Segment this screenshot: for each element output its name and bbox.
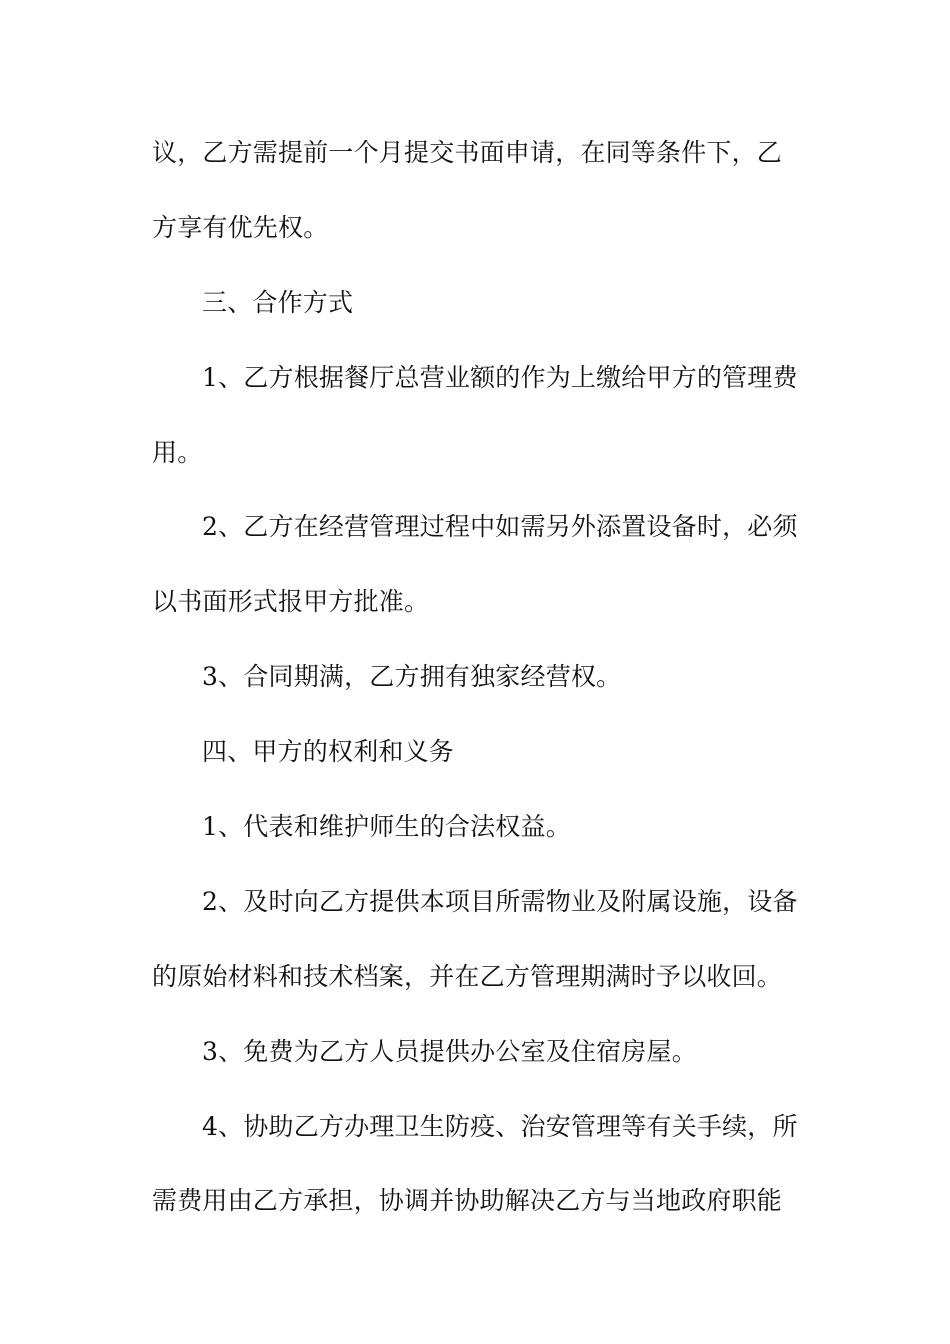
paragraph-line-6: 以书面形式报甲方批准。	[152, 587, 430, 616]
paragraph-line-10: 的原始材料和技术档案，并在乙方管理期满时予以收回。	[152, 962, 783, 991]
section-heading-party-a-rights: 四、甲方的权利和义务	[202, 737, 455, 766]
paragraph-line-7: 3、合同期满，乙方拥有独家经营权。	[202, 662, 622, 691]
paragraph-line-11: 3、免费为乙方人员提供办公室及住宿房屋。	[202, 1037, 697, 1066]
paragraph-line-12: 4、协助乙方办理卫生防疫、治安管理等有关手续，所	[202, 1112, 798, 1141]
paragraph-line-8: 1、代表和维护师生的合法权益。	[202, 812, 571, 841]
paragraph-line-9: 2、及时向乙方提供本项目所需物业及附属设施，设备	[202, 887, 798, 916]
paragraph-line-1: 议，乙方需提前一个月提交书面申请，在同等条件下，乙	[152, 138, 783, 167]
paragraph-line-13: 需费用由乙方承担，协调并协助解决乙方与当地政府职能	[152, 1186, 783, 1215]
paragraph-line-2: 方享有优先权。	[152, 213, 329, 242]
paragraph-line-3: 1、乙方根据餐厅总营业额的作为上缴给甲方的管理费	[202, 363, 798, 392]
paragraph-line-4: 用。	[152, 438, 203, 467]
paragraph-line-5: 2、乙方在经营管理过程中如需另外添置设备时，必须	[202, 512, 798, 541]
section-heading-cooperation: 三、合作方式	[202, 288, 354, 317]
